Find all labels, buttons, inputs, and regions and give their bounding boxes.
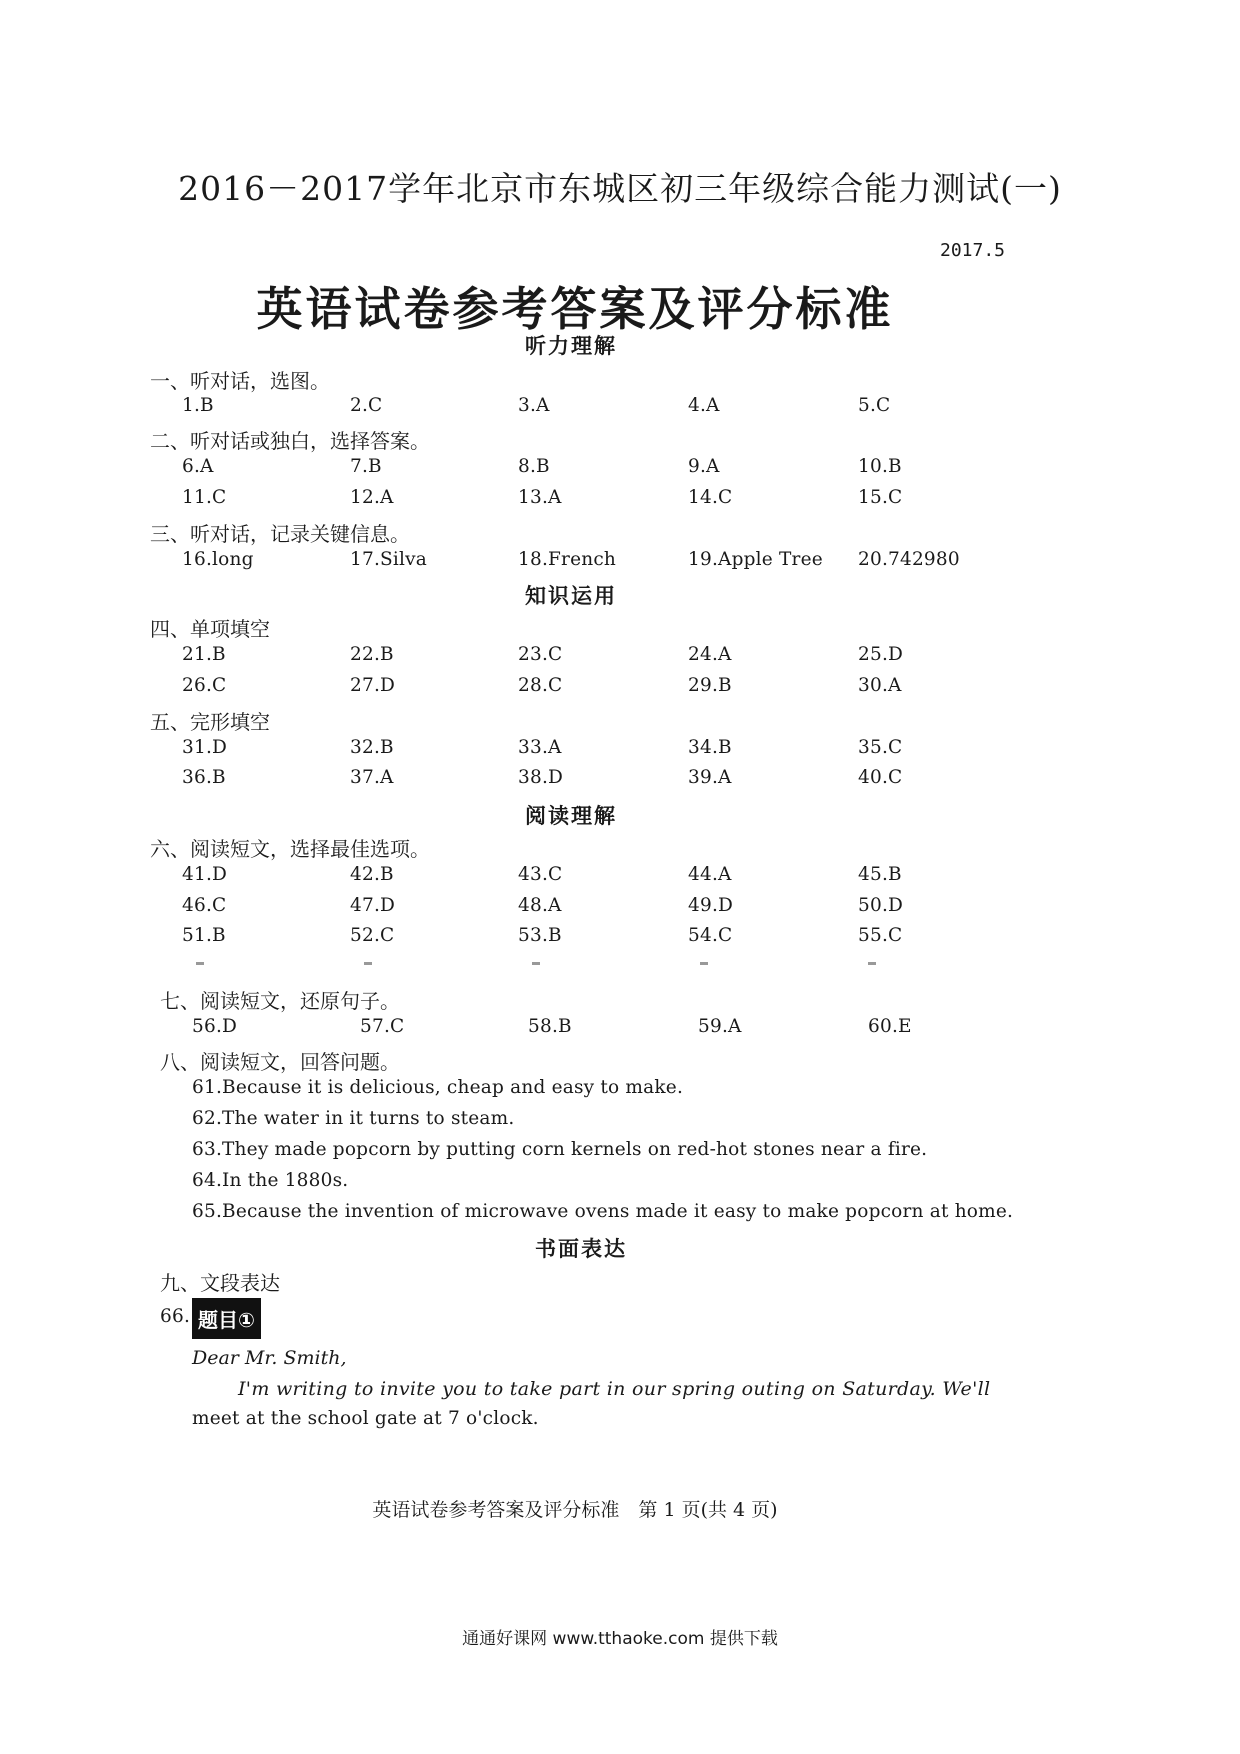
answer-item: 27.D: [350, 675, 396, 696]
document-main-title: 英语试卷参考答案及评分标准: [256, 282, 894, 336]
answer-item: 10.B: [858, 456, 902, 477]
answer-item: 4.A: [688, 395, 720, 416]
answer-item: 6.A: [182, 456, 214, 477]
answer-row: [182, 767, 998, 788]
answer-item: 29.B: [688, 675, 732, 696]
answer-item: 30.A: [858, 675, 902, 696]
answer-item: 45.B: [858, 864, 902, 885]
topic-badge: 题目①: [192, 1298, 261, 1339]
answer-row: [182, 549, 998, 570]
section-4-title: 四、单项填空: [150, 617, 270, 641]
answer-item: 13.A: [518, 487, 562, 508]
answer-item: 34.B: [688, 737, 732, 758]
letter-line: meet at the school gate at 7 o'clock.: [192, 1408, 539, 1429]
section-5-title: 五、完形填空: [150, 710, 270, 734]
answer-line: 64.In the 1880s.: [192, 1170, 349, 1191]
answer-item: 44.A: [688, 864, 732, 885]
section-2-title: 二、听对话或独白，选择答案。: [150, 429, 430, 453]
answer-row: [182, 864, 998, 885]
answer-item: 12.A: [350, 487, 394, 508]
answer-item: 14.C: [688, 487, 733, 508]
question-number: 66.: [160, 1306, 191, 1327]
answer-item: 31.D: [182, 737, 228, 758]
answer-item: 39.A: [688, 767, 732, 788]
section-6-title: 六、阅读短文，选择最佳选项。: [150, 837, 430, 861]
answer-item: 8.B: [518, 456, 550, 477]
scan-artifact: [182, 962, 942, 965]
answer-item: 22.B: [350, 644, 394, 665]
answer-item: 16.long: [182, 549, 254, 570]
answer-item: 5.C: [858, 395, 891, 416]
section-8-title: 八、阅读短文，回答问题。: [160, 1050, 400, 1074]
answer-item: 60.E: [868, 1016, 912, 1037]
answer-item: 59.A: [698, 1016, 742, 1037]
answer-item: 24.A: [688, 644, 732, 665]
answer-item: 36.B: [182, 767, 226, 788]
answer-item: 7.B: [350, 456, 382, 477]
answer-item: 43.C: [518, 864, 563, 885]
answer-line: 61.Because it is delicious, cheap and easy to make.: [192, 1077, 684, 1098]
answer-item: 40.C: [858, 767, 903, 788]
answer-item: 41.D: [182, 864, 228, 885]
answer-item: 46.C: [182, 895, 227, 916]
answer-row: [182, 737, 998, 758]
document-top-title: 2016－2017学年北京市东城区初三年级综合能力测试(一): [178, 169, 1062, 208]
letter-line: I'm writing to invite you to take part in our spring outing on Saturday. We'll: [238, 1378, 991, 1400]
answer-line: 62.The water in it turns to steam.: [192, 1108, 515, 1129]
answer-row: [182, 644, 998, 665]
letter-greeting: Dear Mr. Smith,: [192, 1347, 347, 1369]
answer-item: 47.D: [350, 895, 396, 916]
answer-line: 63.They made popcorn by putting corn kernels on red-hot stones near a fire.: [192, 1139, 928, 1160]
answer-item: 57.C: [360, 1016, 405, 1037]
answer-item: 56.D: [192, 1016, 238, 1037]
answer-item: 9.A: [688, 456, 720, 477]
answer-item: 51.B: [182, 925, 226, 946]
answer-item: 11.C: [182, 487, 227, 508]
answer-item: 26.C: [182, 675, 227, 696]
answer-item: 21.B: [182, 644, 226, 665]
answer-row: [182, 675, 998, 696]
section-3-title: 三、听对话，记录关键信息。: [150, 522, 410, 546]
answer-item: 42.B: [350, 864, 394, 885]
part-heading-listening: 听力理解: [525, 334, 617, 358]
answer-item: 49.D: [688, 895, 734, 916]
part-heading-reading: 阅读理解: [525, 804, 617, 828]
answer-item: 1.B: [182, 395, 214, 416]
answer-item: 33.A: [518, 737, 562, 758]
answer-item: 37.A: [350, 767, 394, 788]
answer-item: 32.B: [350, 737, 394, 758]
section-1-title: 一、听对话，选图。: [150, 369, 330, 393]
answer-item: 48.A: [518, 895, 562, 916]
answer-row: [192, 1016, 1008, 1037]
page-footer: 英语试卷参考答案及评分标准 第 1 页(共 4 页): [372, 1499, 778, 1521]
answer-item: 53.B: [518, 925, 562, 946]
answer-row: [182, 925, 998, 946]
document-date: 2017.5: [940, 240, 1006, 261]
answer-item: 50.D: [858, 895, 904, 916]
answer-item: 28.C: [518, 675, 563, 696]
answer-item: 3.A: [518, 395, 550, 416]
answer-item: 35.C: [858, 737, 903, 758]
answer-item: 2.C: [350, 395, 383, 416]
answer-row: [182, 487, 998, 508]
answer-item: 54.C: [688, 925, 733, 946]
answer-line: 65.Because the invention of microwave ovens made it easy to make popcorn at home.: [192, 1201, 1014, 1222]
answer-item: 15.C: [858, 487, 903, 508]
answer-item: 52.C: [350, 925, 395, 946]
part-heading-writing: 书面表达: [535, 1237, 627, 1261]
answer-item: 19.Apple Tree: [688, 549, 823, 570]
answer-item: 25.D: [858, 644, 904, 665]
section-9-title: 九、文段表达: [160, 1271, 280, 1295]
answer-item: 23.C: [518, 644, 563, 665]
answer-row: [182, 395, 998, 416]
answer-item: 17.Silva: [350, 549, 428, 570]
part-heading-knowledge: 知识运用: [525, 584, 617, 608]
answer-item: 20.742980: [858, 549, 960, 570]
answer-item: 18.French: [518, 549, 617, 570]
section-7-title: 七、阅读短文，还原句子。: [160, 989, 400, 1013]
answer-item: 58.B: [528, 1016, 572, 1037]
download-site-note: 通通好课网 www.tthaoke.com 提供下载: [462, 1629, 778, 1649]
answer-item: 55.C: [858, 925, 903, 946]
answer-item: 38.D: [518, 767, 564, 788]
answer-row: [182, 895, 998, 916]
answer-row: [182, 456, 998, 477]
